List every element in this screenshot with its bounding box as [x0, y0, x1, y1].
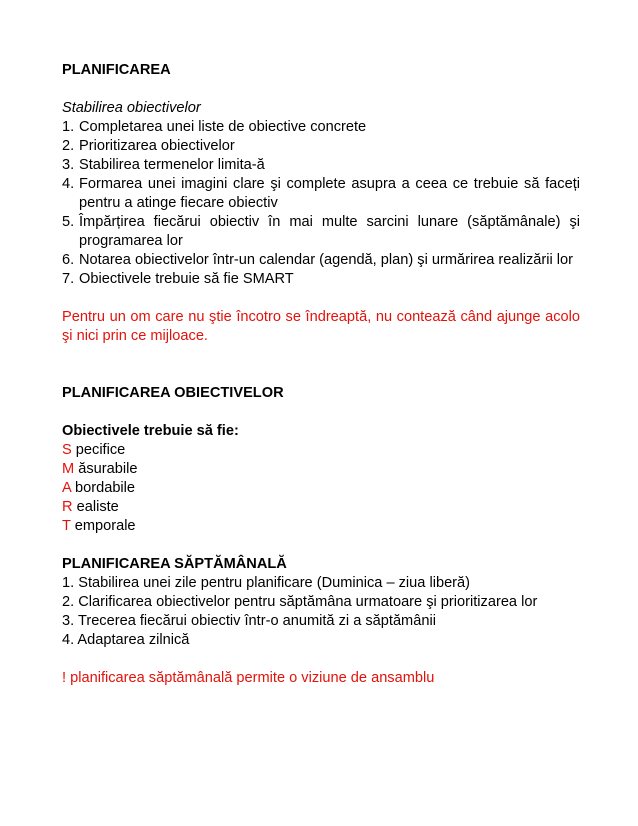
list-item: 4. Formarea unei imagini clare şi complete asupra a ceea ce trebuie să faceți pentru a atinge fiecare obiectiv — [62, 176, 580, 211]
weekly-note: ! planificarea săptămânală permite o viziune de ansamblu — [62, 670, 435, 686]
list-item: 3. Trecerea fiecărui obiectiv într-o anumită zi a săptămânii — [62, 613, 436, 629]
subtitle-smart: Obiectivele trebuie să fie: — [62, 423, 239, 439]
section-title-obiectivelor: PLANIFICAREA OBIECTIVELOR — [62, 385, 284, 401]
list-item: 3. Stabilirea termenelor limita-ă — [62, 157, 265, 173]
smart-item-a: A bordabile — [62, 480, 136, 496]
smart-item-m: M ăsurabile — [62, 461, 138, 477]
list-item: 5. Împărțirea fiecărui obiectiv în mai multe sarcini lunare (săptămânale) şi programarea lor — [62, 214, 580, 249]
objectives-list — [62, 118, 580, 289]
list-item: 2. Prioritizarea obiectivelor — [62, 138, 235, 154]
list-item: 4. Adaptarea zilnică — [62, 632, 190, 648]
section-title-saptamanala: PLANIFICAREA SĂPTĂMÂNALĂ — [62, 556, 287, 572]
smart-item-r: R ealiste — [62, 499, 119, 515]
list-item: 2. Clarificarea obiectivelor pentru săptămâna urmatoare şi prioritizarea lor — [62, 594, 538, 610]
list-item: 1. Stabilirea unei zile pentru planificare (Duminica – ziua liberă) — [62, 575, 471, 591]
smart-item-s: S pecifice — [62, 442, 126, 458]
section-title-planificarea: PLANIFICAREA — [62, 62, 171, 78]
subtitle-stabilirea: Stabilirea obiectivelor — [62, 100, 201, 116]
quote-text: Pentru un om care nu ştie încotro se îndreaptă, nu contează când ajunge acolo şi nici prin ce mijloace. — [62, 309, 580, 344]
weekly-list — [62, 574, 580, 650]
list-item: 7. Obiectivele trebuie să fie SMART — [62, 271, 294, 287]
smart-item-t: T emporale — [62, 518, 136, 534]
list-item: 6. Notarea obiectivelor într-un calendar (agendă, plan) şi urmărirea realizării lor — [62, 252, 573, 268]
list-item: 1. Completarea unei liste de obiective concrete — [62, 119, 367, 135]
